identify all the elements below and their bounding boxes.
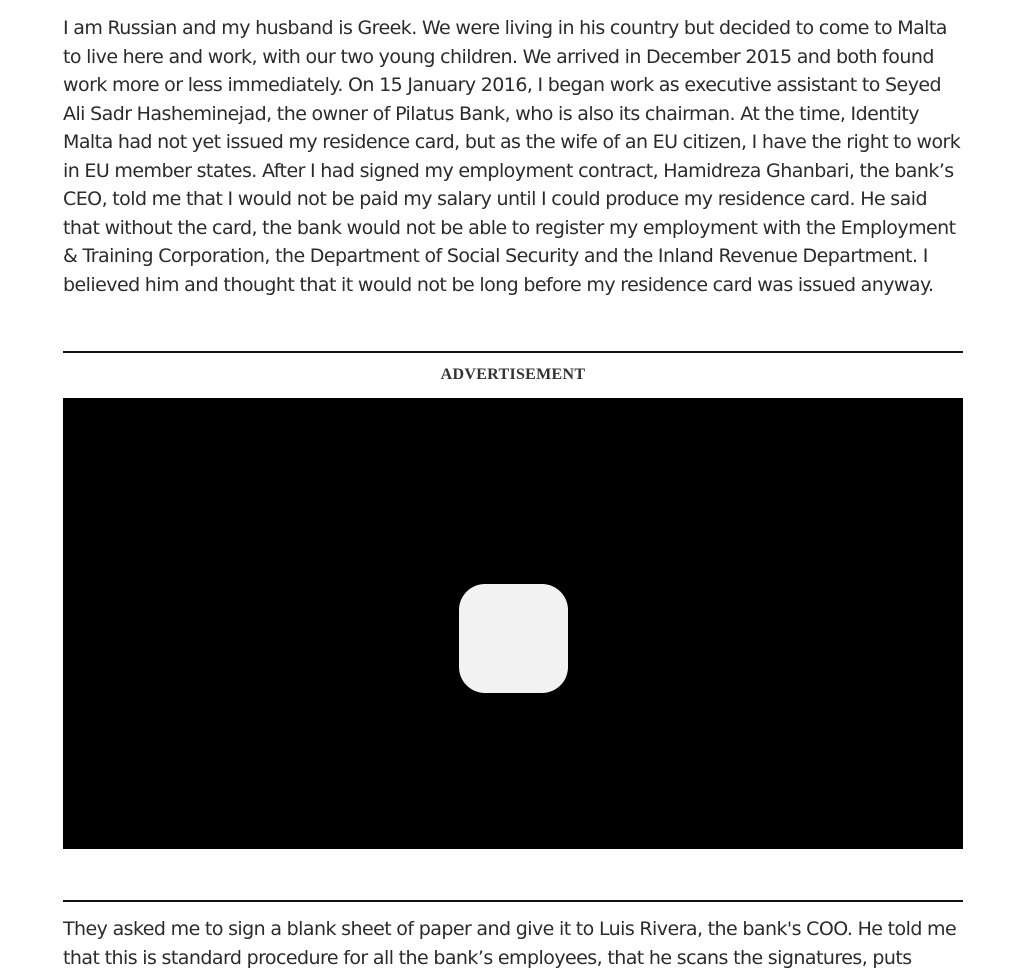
advertisement-block	[63, 351, 963, 902]
article-body-continued	[63, 915, 963, 972]
divider-bottom	[63, 900, 963, 902]
advertisement-label: ADVERTISEMENT	[440, 366, 586, 383]
article-body	[63, 14, 963, 299]
divider-top	[63, 351, 963, 353]
video-player[interactable]	[63, 398, 963, 849]
play-button[interactable]	[459, 584, 568, 693]
article-paragraph: I am Russian and my husband is Greek. We were living in his country but decided to come to Malta to live here and work, with our two young children. We arrived in December 2015 and both found work more or less immediately. On 15 January 2016, I began work as executive assistant to Seyed Ali Sadr Hasheminejad, the owner of Pilatus Bank, who is also its chairman. At the time, Identity Malta had not yet issued my residence card, but as the wife of an EU citizen, I have the right to work in EU member states. After I had signed my employment contract, Hamidreza Ghanbari, the bank’s CEO, told me that I would not be paid my salary until I could produce my residence card. He said that without the card, the bank would not be able to register my employment with the Employment & Training Corporation, the Department of Social Security and the Inland Revenue Department. I believed him and thought that it would not be long before my residence card was issued anyway.	[63, 17, 961, 296]
article-paragraph: They asked me to sign a blank sheet of paper and give it to Luis Rivera, the bank's COO. He told me that this is standard procedure for all the bank’s employees, that he scans the signatures, puts	[63, 918, 957, 969]
